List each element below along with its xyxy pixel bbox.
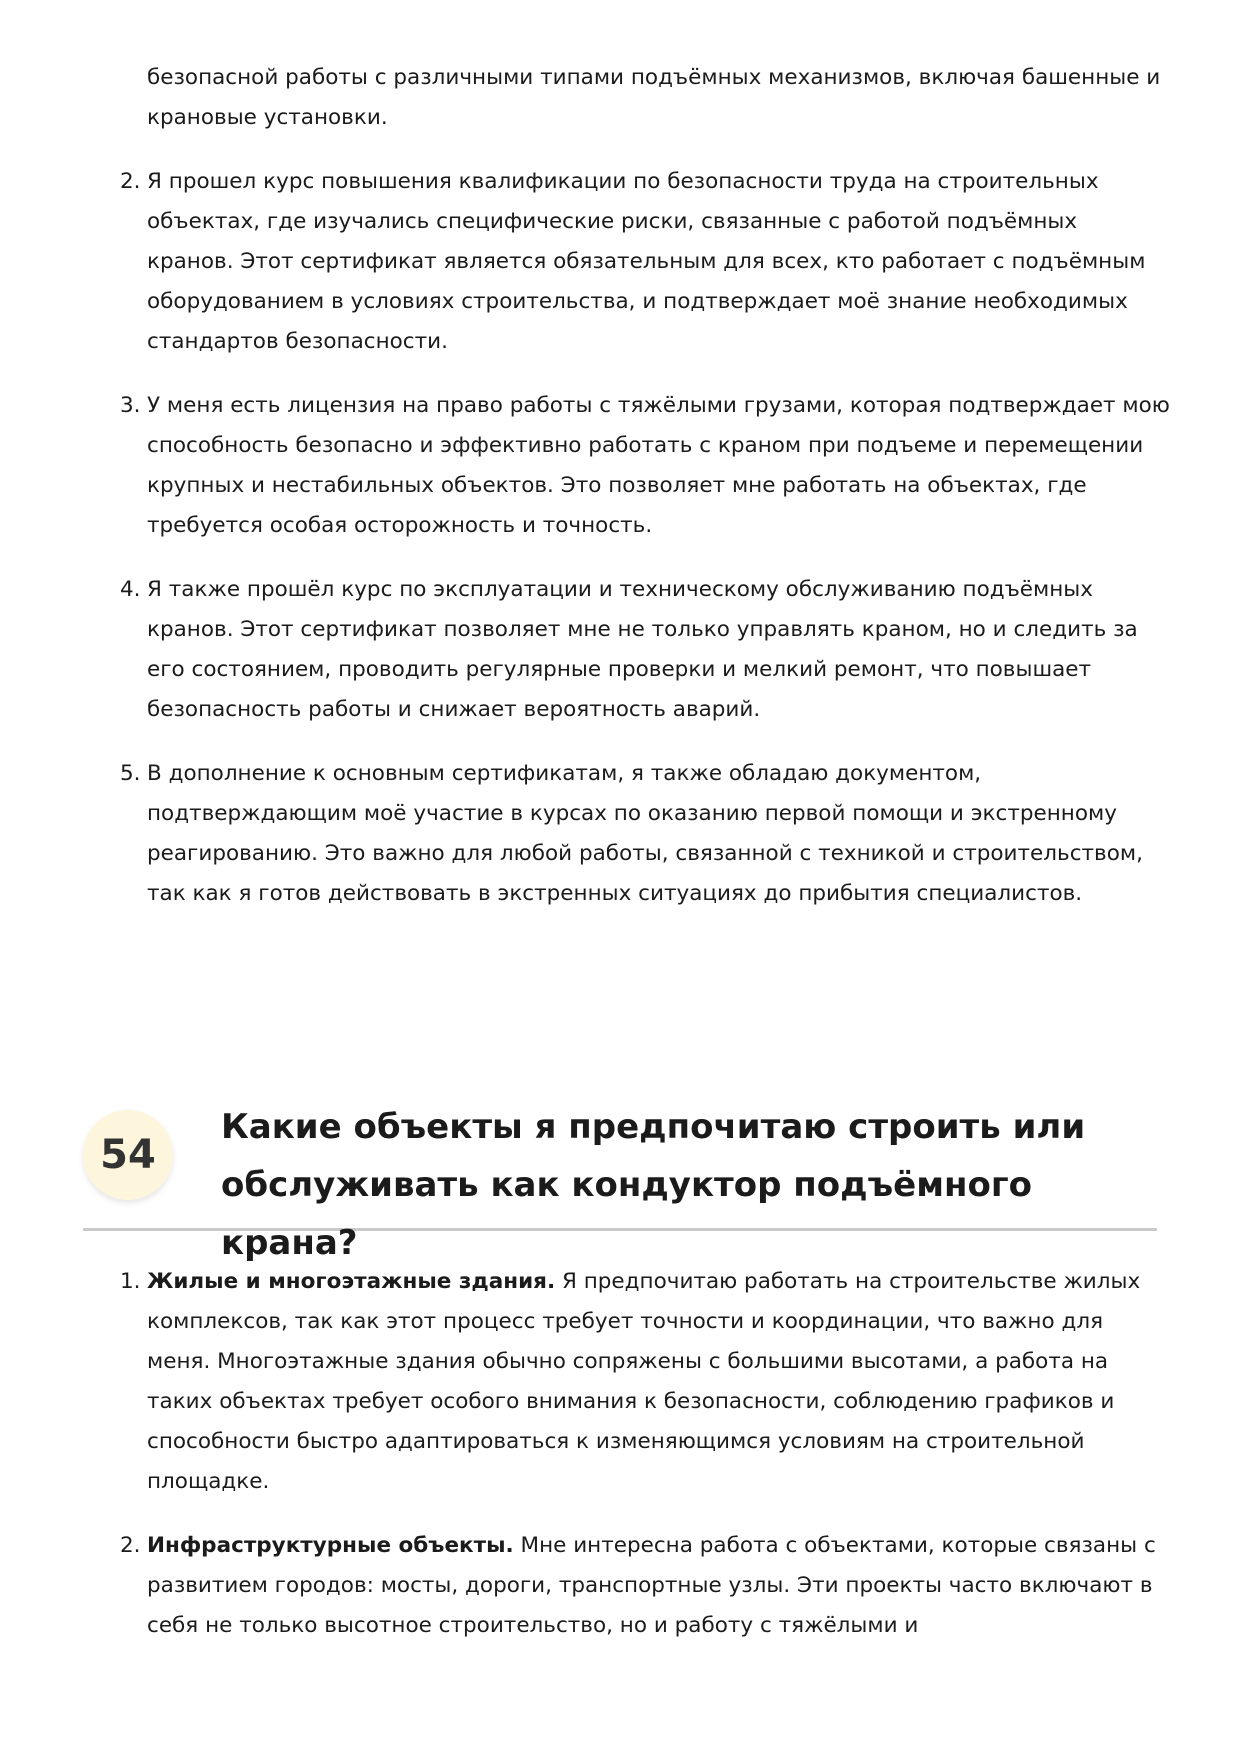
list-item bbox=[120, 386, 1170, 546]
list-item-lead: Инфраструктурные объекты. bbox=[147, 1533, 514, 1558]
list-item-number: 3. bbox=[120, 393, 141, 418]
certificates-list bbox=[120, 58, 1170, 938]
list-item-text: Я предпочитаю работать на строительстве жилых комплексов, так как этот процесс требует точности и координации, что важно для меня. Многоэтажные здания обычно сопряжены с большими высотами, а работа на таких объектах требует особого внимания к безопасности, соблюдению графиков и способности быстро адаптироваться к изменяющимся условиям на строительной площадке. bbox=[147, 1269, 1141, 1494]
list-item bbox=[120, 1526, 1170, 1646]
list-item-number: 2. bbox=[120, 169, 141, 194]
list-item-text: В дополнение к основным сертификатам, я также обладаю документом, подтверждающим моё участие в курсах по оказанию первой помощи и экстренному реагированию. Это важно для любой работы, связанной с техникой и строительством, так как я готов действовать в экстренных ситуациях до прибытия специалистов. bbox=[147, 761, 1143, 906]
list-item-number: 2. bbox=[120, 1533, 141, 1558]
list-item-number: 1. bbox=[120, 1269, 141, 1294]
list-item-number: 4. bbox=[120, 577, 141, 602]
list-item bbox=[120, 570, 1170, 730]
list-item bbox=[120, 754, 1170, 914]
list-item bbox=[120, 1262, 1170, 1502]
list-item-continuation: безопасной работы с различными типами подъёмных механизмов, включая башенные и крановые установки. bbox=[147, 65, 1161, 130]
section-title: Какие объекты я предпочитаю строить или обслуживать как кондуктор подъёмного крана? bbox=[221, 1107, 1086, 1263]
list-item-text: Я также прошёл курс по эксплуатации и техническому обслуживанию подъёмных кранов. Этот сертификат позволяет мне не только управлять краном, но и следить за его состоянием, проводить регулярные проверки и мелкий ремонт, что повышает безопасность работы и снижает вероятность аварий. bbox=[147, 577, 1138, 722]
list-item-lead: Жилые и многоэтажные здания. bbox=[147, 1269, 556, 1294]
preferred-objects-list bbox=[120, 1262, 1170, 1670]
list-item-text: Мне интересна работа с объектами, которые связаны с развитием городов: мосты, дороги, транспортные узлы. Эти проекты часто включают в себя не только высотное строительство, но и работу с тяжёлыми и bbox=[147, 1533, 1156, 1638]
list-item-text: Я прошел курс повышения квалификации по безопасности труда на строительных объектах, где изучались специфические риски, связанные с работой подъёмных кранов. Этот сертификат является обязательным для всех, кто работает с подъёмным оборудованием в условиях строительства, и подтверждает моё знание необходимых стандартов безопасности. bbox=[147, 169, 1146, 354]
list-item-number: 5. bbox=[120, 761, 141, 786]
section-number-badge: 54 bbox=[83, 1110, 173, 1200]
list-item-text: У меня есть лицензия на право работы с тяжёлыми грузами, которая подтверждает мою способность безопасно и эффективно работать с краном при подъеме и перемещении крупных и нестабильных объектов. Это позволяет мне работать на объектах, где требуется особая осторожность и точность. bbox=[147, 393, 1170, 538]
list-item bbox=[120, 162, 1170, 362]
section-header bbox=[83, 1090, 1157, 1263]
